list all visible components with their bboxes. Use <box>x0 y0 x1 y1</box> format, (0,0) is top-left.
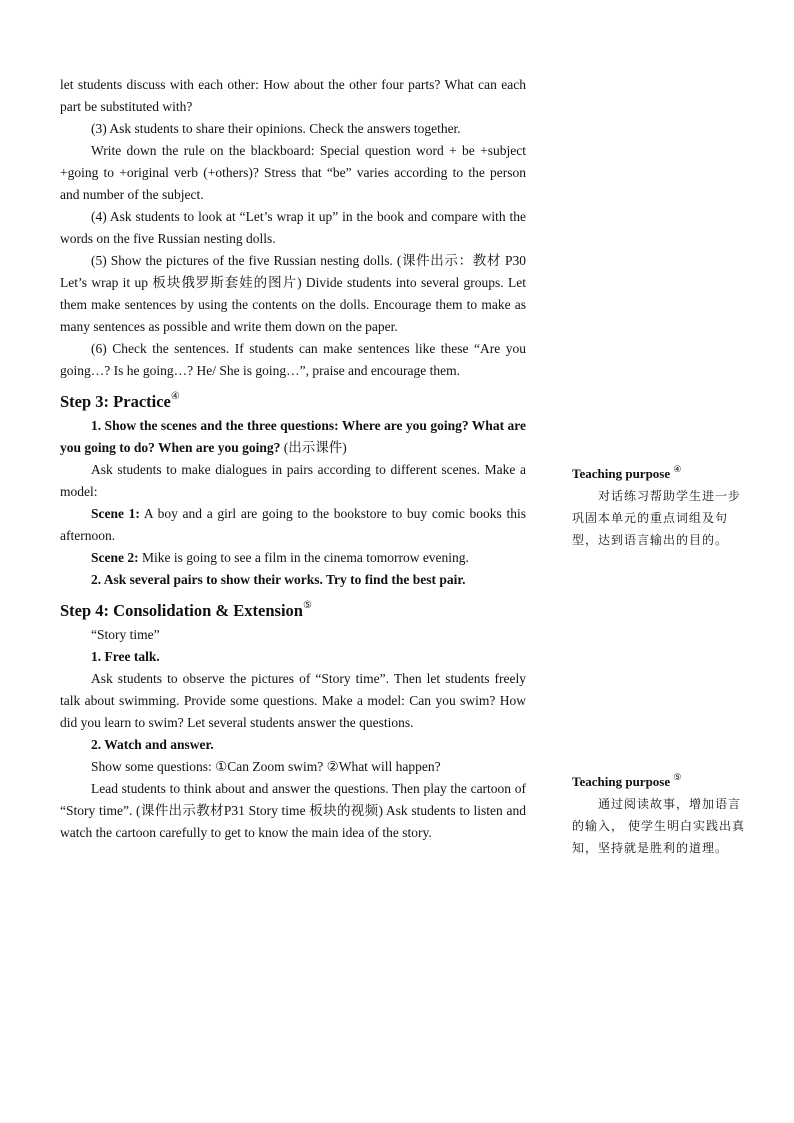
teaching-purpose-5 <box>572 766 752 859</box>
step4-cartoon-text: Lead students to think about and answer the questions. Then play the cartoon of “Story time”. (课件出示教材P31 Story time 板块的视频) Ask students to listen and watch the cartoon carefully to get to know the main idea of the story. <box>60 781 526 840</box>
paragraph-rule: Write down the rule on the blackboard: Special question word + be +subject +going to +original verb (+others)? Stress that “be” varies according to the person and number of the subject. <box>60 143 526 202</box>
story-time-label: “Story time” <box>91 627 160 642</box>
step3-item2: 2. Ask several pairs to show their works. Try to find the best pair. <box>91 572 466 587</box>
scene2 <box>60 547 526 569</box>
paragraph-check-sentences: (6) Check the sentences. If students can make sentences like these “Are you going…? Is he going…? He/ She is going…”, praise and encourage them. <box>60 341 526 378</box>
step4-free-talk-text: Ask students to observe the pictures of “Story time”. Then let students freely talk about swimming. Provide some questions. Make a model: Can you swim? How did you learn to swim? Let several students answer the questions. <box>60 671 526 730</box>
step3-footnote-mark: ④ <box>170 391 180 402</box>
step3-dialogue-instructions: Ask students to make dialogues in pairs according to different scenes. Make a model: <box>60 462 526 499</box>
teaching-purpose-4-heading <box>572 458 752 485</box>
scene1-label: Scene 1: <box>91 506 140 521</box>
teaching-purpose-4-text: 对话练习帮助学生进一步巩固本单元的重点词组及句型，达到语言输出的目的。 <box>572 489 742 547</box>
paragraph-share-opinions: (3) Ask students to share their opinions. Check the answers together. <box>91 121 461 136</box>
step4-heading <box>60 593 526 624</box>
teaching-purpose-4-mark: ④ <box>673 464 682 474</box>
teaching-purpose-5-heading <box>572 766 752 793</box>
step4-questions: Show some questions: ①Can Zoom swim? ②What will happen? <box>91 759 441 774</box>
teaching-purpose-5-title: Teaching purpose <box>572 774 671 789</box>
step3-item1 <box>60 415 526 459</box>
main-column <box>60 74 526 844</box>
paragraph-discuss: let students discuss with each other: How about the other four parts? What can each part be substituted with? <box>60 77 526 114</box>
step3-title: Step 3: Practice <box>60 392 171 411</box>
step4-item2: 2. Watch and answer. <box>91 737 214 752</box>
step4-item1: 1. Free talk. <box>91 649 160 664</box>
scene1 <box>60 503 526 547</box>
step4-footnote-mark: ⑤ <box>302 600 312 611</box>
scene1-text: A boy and a girl are going to the bookstore to buy comic books this afternoon. <box>60 506 526 543</box>
step3-item1-text: 1. Show the scenes and the three questions: Where are you going? What are you going to do? When are you going? <box>60 418 526 455</box>
scene2-label: Scene 2: <box>91 550 139 565</box>
teaching-purpose-4-title: Teaching purpose <box>572 466 671 481</box>
teaching-purpose-4 <box>572 458 752 551</box>
teaching-purpose-5-mark: ⑤ <box>673 772 682 782</box>
step3-heading <box>60 384 526 415</box>
paragraph-nesting-dolls: (5) Show the pictures of the five Russian nesting dolls. (课件出示：教材 P30 Let’s wrap it up 板块俄罗斯套娃的图片) Divide students into several groups. Let them make sentences by using the contents on the dolls. Encourage them to make as many sentences as possible and write them down on the paper. <box>60 253 526 334</box>
step4-title: Step 4: Consolidation & Extension <box>60 601 303 620</box>
step3-item1-note: (出示课件) <box>280 440 347 455</box>
teaching-purpose-5-text: 通过阅读故事，增加语言的输入， 使学生明白实践出真知，坚持就是胜利的道理。 <box>572 797 746 855</box>
paragraph-wrap-it-up: (4) Ask students to look at “Let’s wrap it up” in the book and compare with the words on the five Russian nesting dolls. <box>60 209 526 246</box>
scene2-text: Mike is going to see a film in the cinema tomorrow evening. <box>138 550 469 565</box>
